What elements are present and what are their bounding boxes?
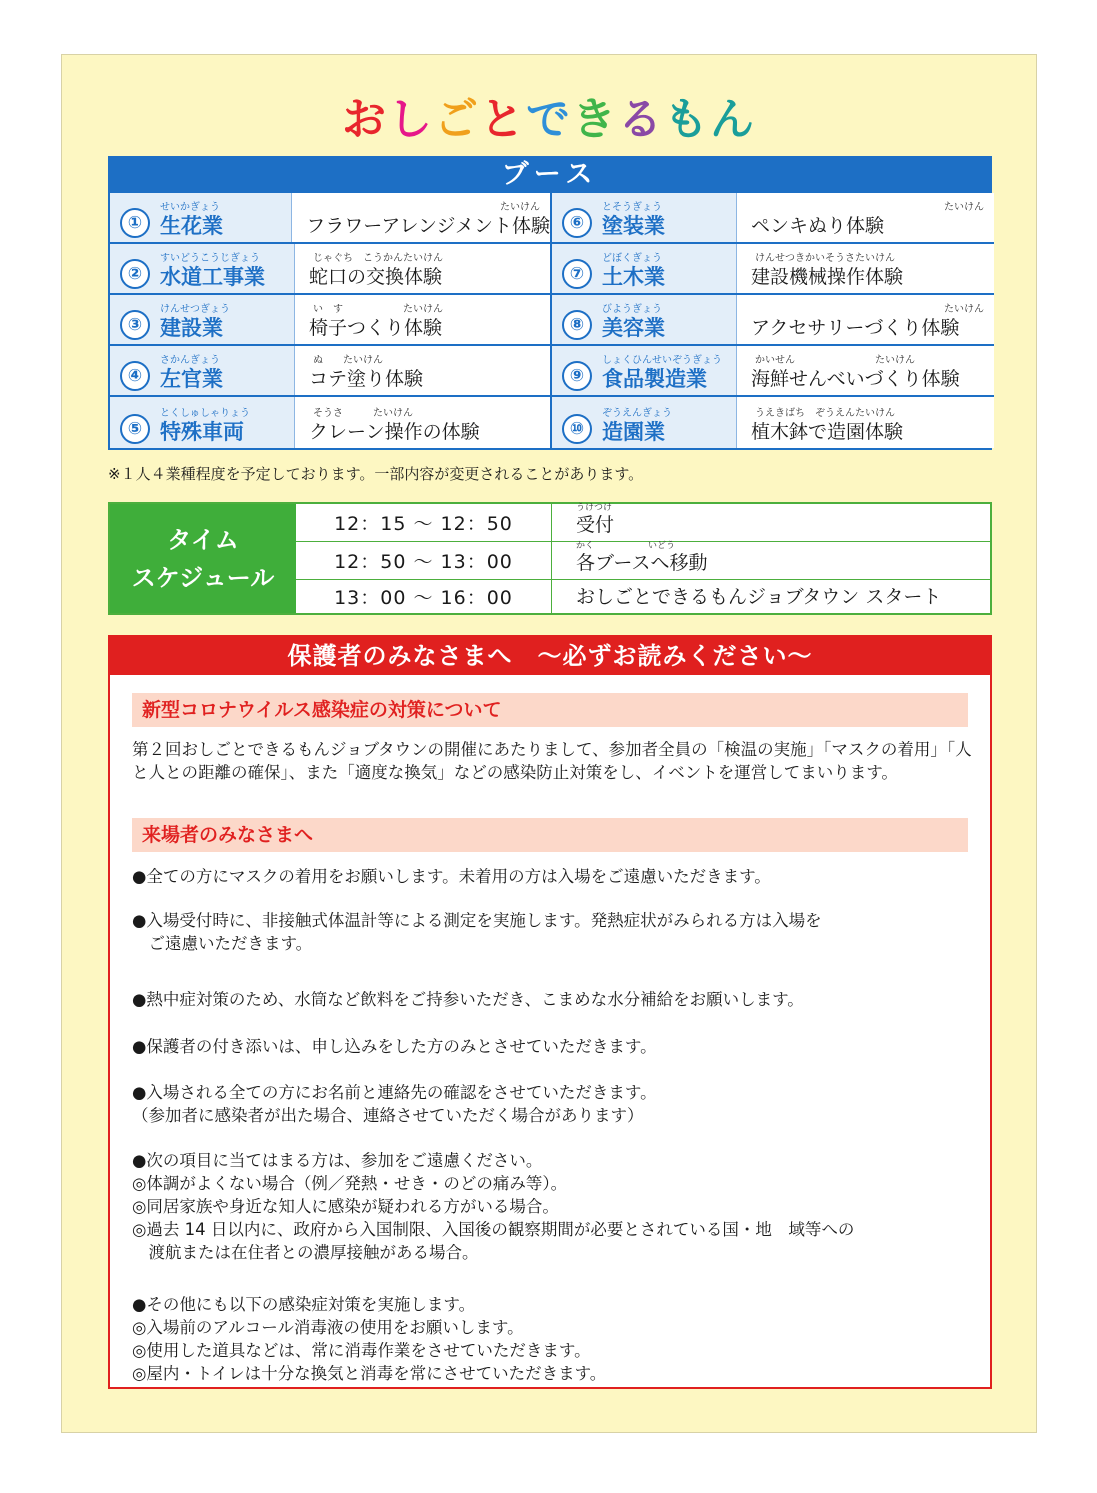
- industry-name: 左官業: [160, 367, 223, 391]
- industry-ruby: すいどうこうじぎょう: [160, 253, 260, 264]
- activity-name: アクセサリーづくり体験: [751, 317, 960, 339]
- page-title: [62, 94, 1036, 145]
- industry-ruby: とくしゅしゃりょう: [160, 408, 250, 419]
- booth-cell: [110, 295, 552, 346]
- activity-ruby: そうさ たいけん: [313, 408, 413, 419]
- schedule-row: [296, 504, 990, 542]
- industry-ruby: せいかぎょう: [160, 202, 220, 213]
- schedule-text: おしごとできるもんジョブタウン スタート: [576, 586, 942, 608]
- activity-name: コテ塗り体験: [309, 368, 424, 390]
- activity-ruby: じゃぐち こうかんたいけん: [313, 253, 443, 264]
- booth-cell: [110, 346, 552, 397]
- industry: [110, 346, 295, 395]
- schedule-rows: [296, 504, 990, 613]
- booth-cell: [110, 193, 552, 244]
- booth-grid: [108, 193, 992, 450]
- title-char: お: [342, 94, 388, 145]
- activity-ruby: かいせん たいけん: [755, 355, 915, 366]
- rule-item: [132, 1081, 982, 1127]
- industry-name: 土木業: [602, 265, 665, 289]
- industry: [110, 193, 292, 242]
- industry-text: [602, 253, 665, 289]
- activity-ruby: たいけん: [944, 304, 984, 315]
- industry-text: [602, 304, 665, 340]
- booth-number: ①: [120, 208, 150, 238]
- industry: [552, 295, 737, 344]
- booth-cell: [552, 397, 994, 448]
- activity-name: 植木鉢で造園体験: [751, 421, 904, 443]
- activity: [295, 295, 550, 344]
- booth-number: ⑩: [562, 414, 592, 444]
- activity-name: 蛇口の交換体験: [309, 266, 443, 288]
- booth-cell: [552, 244, 994, 295]
- industry-text: [160, 304, 230, 340]
- activity: [295, 397, 550, 448]
- rule-item: [132, 865, 982, 888]
- activity: [737, 244, 994, 293]
- industry: [110, 244, 295, 293]
- activity-name: クレーン操作の体験: [309, 421, 480, 443]
- booth-note: ※１人４業種程度を予定しております。一部内容が変更されることがあります。: [108, 465, 644, 483]
- industry: [552, 244, 737, 293]
- title-char: る: [618, 94, 664, 145]
- industry-name: 生花業: [160, 214, 223, 238]
- schedule-row: [296, 542, 990, 580]
- schedule-time: 12：50 〜 13：00: [296, 542, 552, 579]
- schedule-desc: [552, 542, 990, 579]
- title-char: し: [388, 94, 434, 145]
- industry: [552, 346, 737, 395]
- industry-name: 造園業: [602, 420, 665, 444]
- rule-line: ◎屋内・トイレは十分な換気と消毒を常にさせていただきます。: [132, 1364, 607, 1383]
- industry-text: [602, 408, 672, 444]
- activity-name: 椅子つくり体験: [309, 317, 443, 339]
- schedule-row: [296, 580, 990, 613]
- industry-text: [602, 202, 665, 238]
- activity: [295, 244, 550, 293]
- booth-number: ⑨: [562, 361, 592, 391]
- activity-ruby: たいけん: [944, 202, 984, 213]
- schedule-ruby: うけつけ: [576, 503, 613, 513]
- industry-ruby: とそうぎょう: [602, 202, 662, 213]
- rule-line: ●入場受付時に、非接触式体温計等による測定を実施します。発熱症状がみられる方は入場を: [132, 911, 822, 930]
- guardian-notice: [108, 635, 992, 1389]
- flyer-page: [61, 54, 1037, 1433]
- rule-line: ●その他にも以下の感染症対策を実施します。: [132, 1295, 476, 1314]
- title-char: も: [664, 94, 710, 145]
- booth-number: ⑦: [562, 259, 592, 289]
- booth-number: ⑥: [562, 208, 592, 238]
- covid-measures-text: 第２回おしごとできるもんジョブタウンの開催にあたりまして、参加者全員の「検温の実施」「マスクの着用」「人と人との距離の確保」、また「適度な換気」などの感染防止対策をし、イベントを運営してまいります。: [132, 740, 972, 782]
- booth-number: ③: [120, 310, 150, 340]
- industry-name: 建設業: [160, 316, 223, 340]
- schedule-time: 13：00 〜 16：00: [296, 580, 552, 613]
- activity: [737, 397, 994, 448]
- activity: [737, 295, 994, 344]
- notice-header: 保護者のみなさまへ 〜必ずお読みください〜: [110, 637, 990, 675]
- industry-ruby: びようぎょう: [602, 304, 662, 315]
- industry-ruby: ぞうえんぎょう: [602, 408, 672, 419]
- rule-line: ◎同居家族や身近な知人に感染が疑われる方がいる場合。: [132, 1197, 559, 1216]
- title-char: で: [526, 94, 572, 145]
- booth-header: ブース: [108, 156, 992, 193]
- schedule-label-line1: タイム: [167, 525, 239, 554]
- activity: [292, 193, 550, 242]
- schedule-ruby: かく いどう: [576, 541, 676, 551]
- industry-name: 塗装業: [602, 214, 665, 238]
- rule-item: [132, 909, 982, 955]
- activity-name: ペンキぬり体験: [751, 215, 885, 237]
- rule-line: ●保護者の付き添いは、申し込みをした方のみとさせていただきます。: [132, 1037, 657, 1056]
- schedule-text: 各ブースへ移動: [576, 552, 708, 574]
- rule-line: ●次の項目に当てはまる方は、参加をご遠慮ください。: [132, 1151, 543, 1170]
- activity-ruby: たいけん: [500, 202, 540, 213]
- activity: [737, 193, 994, 242]
- rule-line: ご遠慮いただきます。: [132, 934, 313, 953]
- industry: [552, 193, 737, 242]
- visitors-heading: 来場者のみなさまへ: [132, 818, 968, 852]
- industry-ruby: さかんぎょう: [160, 355, 220, 366]
- industry-text: [602, 355, 722, 391]
- industry-text: [160, 408, 250, 444]
- booth-cell: [110, 397, 552, 448]
- rule-item: [132, 1149, 982, 1264]
- industry-text: [160, 355, 223, 391]
- schedule-label-line2: スケジュール: [131, 563, 275, 592]
- activity-ruby: ぬ たいけん: [313, 355, 383, 366]
- industry-name: 食品製造業: [602, 367, 707, 391]
- schedule-time: 12：15 〜 12：50: [296, 504, 552, 541]
- schedule-desc: [552, 504, 990, 541]
- rule-line: （参加者に感染者が出た場合、連絡させていただく場合があります）: [132, 1106, 644, 1125]
- booth-cell: [552, 346, 994, 397]
- industry-text: [160, 202, 223, 238]
- booth-number: ⑤: [120, 414, 150, 444]
- title-char: ん: [710, 94, 756, 145]
- rule-line: ◎使用した道具などは、常に消毒作業をさせていただきます。: [132, 1341, 591, 1360]
- schedule-label: [110, 504, 296, 613]
- rule-line: ●入場される全ての方にお名前と連絡先の確認をさせていただきます。: [132, 1083, 657, 1102]
- activity-name: 海鮮せんべいづくり体験: [751, 368, 960, 390]
- rule-item: [132, 1035, 982, 1058]
- booth-cell: [552, 295, 994, 346]
- industry-text: [160, 253, 265, 289]
- booth-cell: [110, 244, 552, 295]
- industry-ruby: どぼくぎょう: [602, 253, 662, 264]
- booth-number: ②: [120, 259, 150, 289]
- time-schedule: [108, 502, 992, 615]
- booth-cell: [552, 193, 994, 244]
- activity-ruby: い す たいけん: [313, 304, 443, 315]
- industry-ruby: しょくひんせいぞうぎょう: [602, 355, 722, 366]
- activity-name: 建設機械操作体験: [751, 266, 904, 288]
- rule-line: 渡航または在住者との濃厚接触がある場合。: [132, 1243, 479, 1262]
- activity: [295, 346, 550, 395]
- title-char: ご: [434, 94, 480, 145]
- industry: [552, 397, 737, 448]
- industry-ruby: けんせつぎょう: [160, 304, 230, 315]
- rule-line: ◎入場前のアルコール消毒液の使用をお願いします。: [132, 1318, 524, 1337]
- industry-name: 水道工事業: [160, 265, 265, 289]
- rule-line: ●全ての方にマスクの着用をお願いします。未着用の方は入場をご遠慮いただきます。: [132, 867, 771, 886]
- industry-name: 美容業: [602, 316, 665, 340]
- booth-table: [108, 156, 992, 450]
- title-char: き: [572, 94, 618, 145]
- activity-name: フラワーアレンジメント体験: [306, 215, 550, 237]
- covid-measures-heading: 新型コロナウイルス感染症の対策について: [132, 693, 968, 727]
- title-char: と: [480, 94, 526, 145]
- rule-line: ◎過去 14 日以内に、政府から入国制限、入国後の観察期間が必要とされている国・地 域等への: [132, 1220, 855, 1239]
- rule-line: ●熱中症対策のため、水筒など飲料をご持参いただき、こまめな水分補給をお願いします。: [132, 990, 804, 1009]
- rule-line: ◎体調がよくない場合（例／発熱・せき・のどの痛み等）。: [132, 1174, 568, 1193]
- rule-item: [132, 1293, 982, 1385]
- rule-item: [132, 988, 982, 1011]
- schedule-desc: [552, 580, 990, 613]
- industry: [110, 295, 295, 344]
- activity: [737, 346, 994, 395]
- industry: [110, 397, 295, 448]
- booth-number: ④: [120, 361, 150, 391]
- activity-ruby: うえきばち ぞうえんたいけん: [755, 408, 895, 419]
- activity-ruby: けんせつきかいそうさたいけん: [755, 253, 895, 264]
- industry-name: 特殊車両: [160, 420, 244, 444]
- schedule-text: 受付: [576, 514, 615, 536]
- booth-number: ⑧: [562, 310, 592, 340]
